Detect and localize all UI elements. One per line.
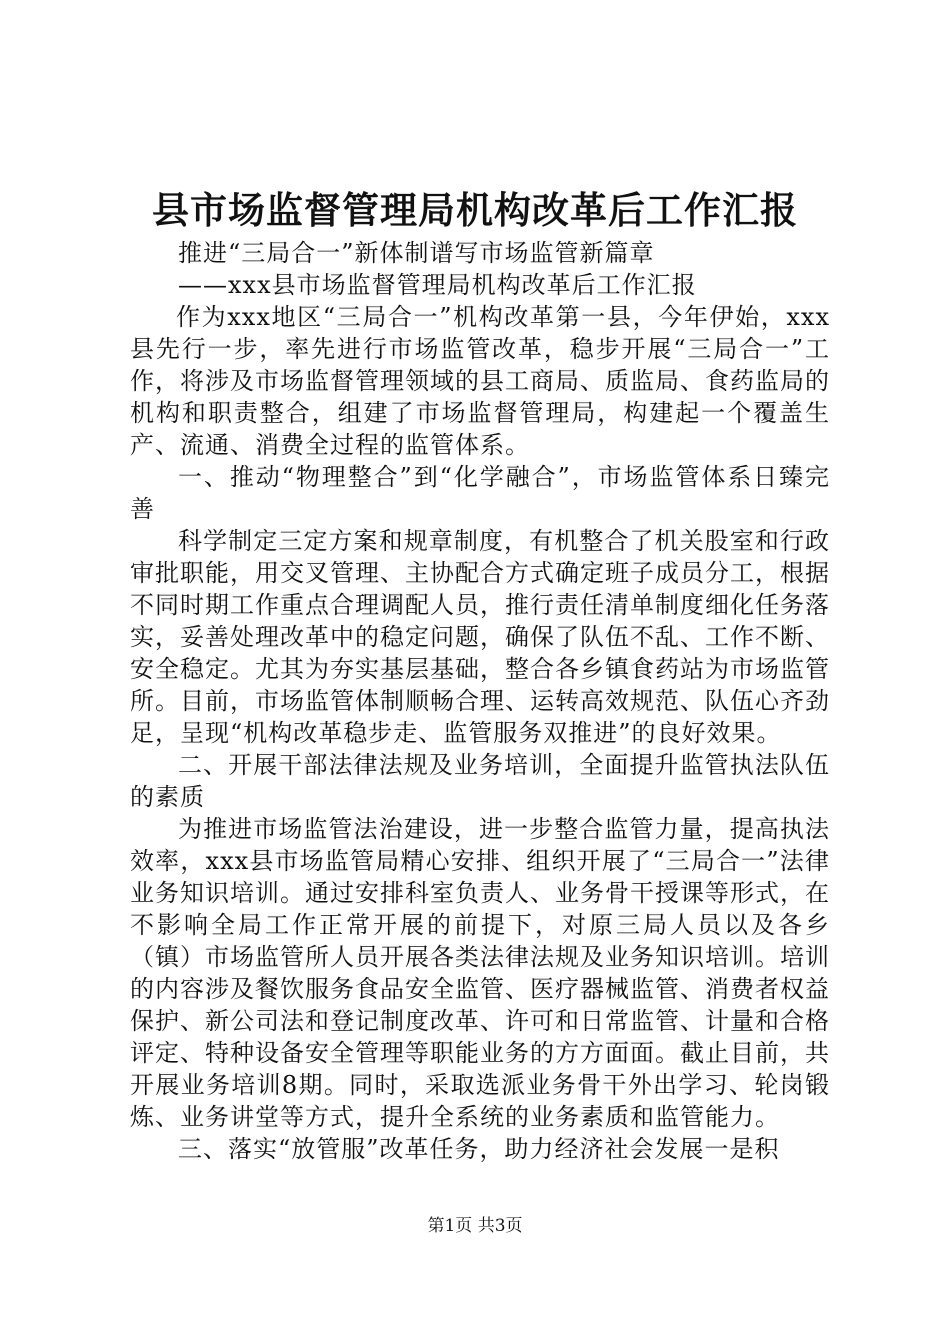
- document-title: 县市场监督管理局机构改革后工作汇报: [152, 188, 798, 232]
- intro-paragraph: 作为xxx地区“三局合一”机构改革第一县，今年伊始，xxx县先行一步，率先进行市场监管改革，稳步开展“三局合一”工作，将涉及市场监督管理领域的县工商局、质监局、食药监局的机构和职责整合，组建了市场监督管理局，构建起一个覆盖生产、流通、消费全过程的监管体系。: [130, 303, 830, 459]
- section-heading: 三、落实“放管服”改革任务，助力经济社会发展一是积: [178, 1135, 780, 1163]
- document-body: [130, 237, 830, 1165]
- body-paragraph: 为推进市场监管法治建设，进一步整合监管力量，提高执法效率，xxx县市场监管局精心安排、组织开展了“三局合一”法律业务知识培训。通过安排科室负责人、业务骨干授课等形式，在不影响全局工作正常开展的前提下，对原三局人员以及各乡（镇）市场监管所人员开展各类法律法规及业务知识培训。培训的内容涉及餐饮服务食品安全监管、医疗器械监管、消费者权益保护、新公司法和登记制度改革、许可和日常监管、计量和合格评定、特种设备安全管理等职能业务的方方面面。截止目前，共开展业务培训8期。同时，采取选派业务骨干外出学习、轮岗锻炼、业务讲堂等方式，提升全系统的业务素质和监管能力。: [130, 815, 830, 1131]
- page-footer: 第1页 共3页: [427, 1216, 523, 1236]
- section-heading: 二、开展干部法律法规及业务培训，全面提升监管执法队伍的素质: [130, 751, 830, 811]
- subtitle-line: 推进“三局合一”新体制谱写市场监管新篇章: [178, 239, 655, 267]
- body-paragraph: 科学制定三定方案和规章制度，有机整合了机关股室和行政审批职能，用交叉管理、主协配合方式确定班子成员分工，根据不同时期工作重点合理调配人员，推行责任清单制度细化任务落实，妥善处理改革中的稳定问题，确保了队伍不乱、工作不断、安全稳定。尤其为夯实基层基础，整合各乡镇食药站为市场监管所。目前，市场监管体制顺畅合理、运转高效规范、队伍心齐劲足，呈现“机构改革稳步走、监管服务双推进”的良好效果。: [130, 527, 830, 747]
- subtitle-line: ——xxx县市场监督管理局机构改革后工作汇报: [178, 271, 697, 299]
- section-heading: 一、推动“物理整合”到“化学融合”，市场监管体系日臻完善: [130, 463, 830, 523]
